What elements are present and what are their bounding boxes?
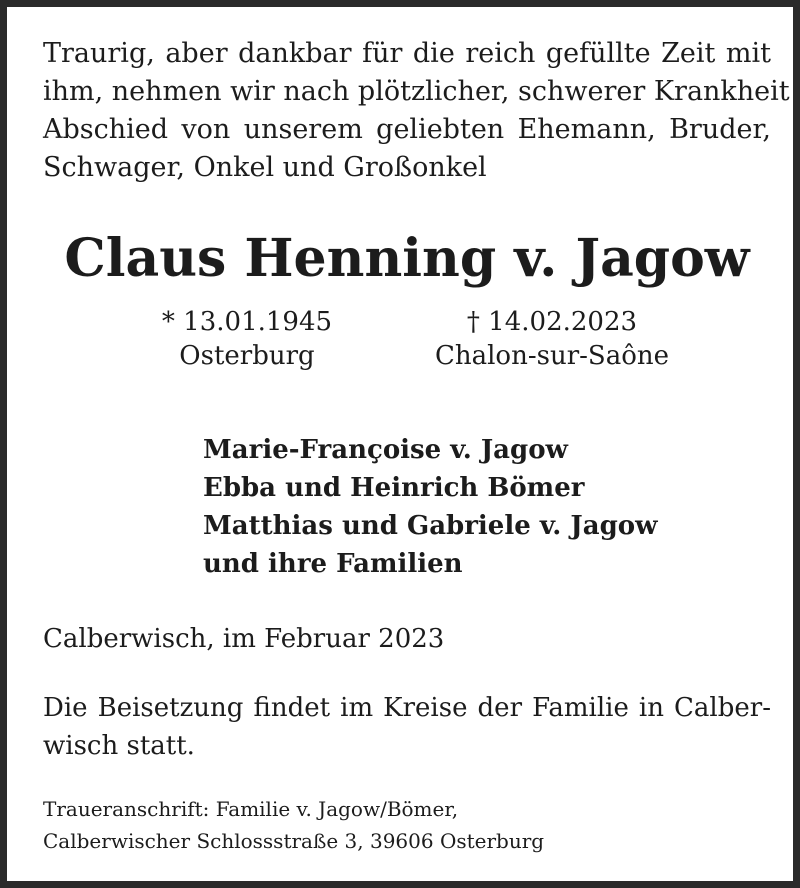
mourning-address [43, 793, 544, 857]
intro-text [43, 35, 790, 187]
intro-line: Abschied von unserem geliebten Ehemann, Bruder, [43, 114, 771, 145]
burial-line: wisch statt. [43, 731, 195, 761]
mourner-entry: Marie-Françoise v. Jagow [203, 435, 568, 465]
burial-notice [43, 689, 771, 765]
intro-line: Traurig, aber dankbar für die reich gefüllte Zeit mit [43, 38, 771, 69]
mourner-entry: und ihre Familien [203, 549, 463, 579]
death-date: † 14.02.2023 [466, 307, 638, 337]
death-place: Chalon-sur-Saône [434, 341, 670, 371]
birth-info [137, 305, 357, 373]
burial-line: Die Beisetzung findet im Kreise der Familie in Calber- [43, 693, 771, 723]
address-line: Traueranschrift: Familie v. Jagow/Bömer, [43, 797, 459, 821]
mourner-entry: Ebba und Heinrich Bömer [203, 473, 585, 503]
birth-place: Osterburg [179, 341, 315, 371]
deceased-name: Claus Henning v. Jagow [64, 228, 750, 289]
death-info [407, 305, 697, 373]
address-line: Calberwischer Schlossstraße 3, 39606 Osterburg [43, 829, 545, 853]
intro-line: ihm, nehmen wir nach plötzlicher, schwerer Krankheit [43, 76, 790, 107]
mourner-entry: Matthias und Gabriele v. Jagow [203, 511, 658, 541]
mourners-list [203, 431, 657, 583]
birth-date: * 13.01.1945 [161, 307, 333, 337]
intro-line: Schwager, Onkel und Großonkel [43, 152, 487, 183]
place-and-date: Calberwisch, im Februar 2023 [43, 624, 445, 654]
